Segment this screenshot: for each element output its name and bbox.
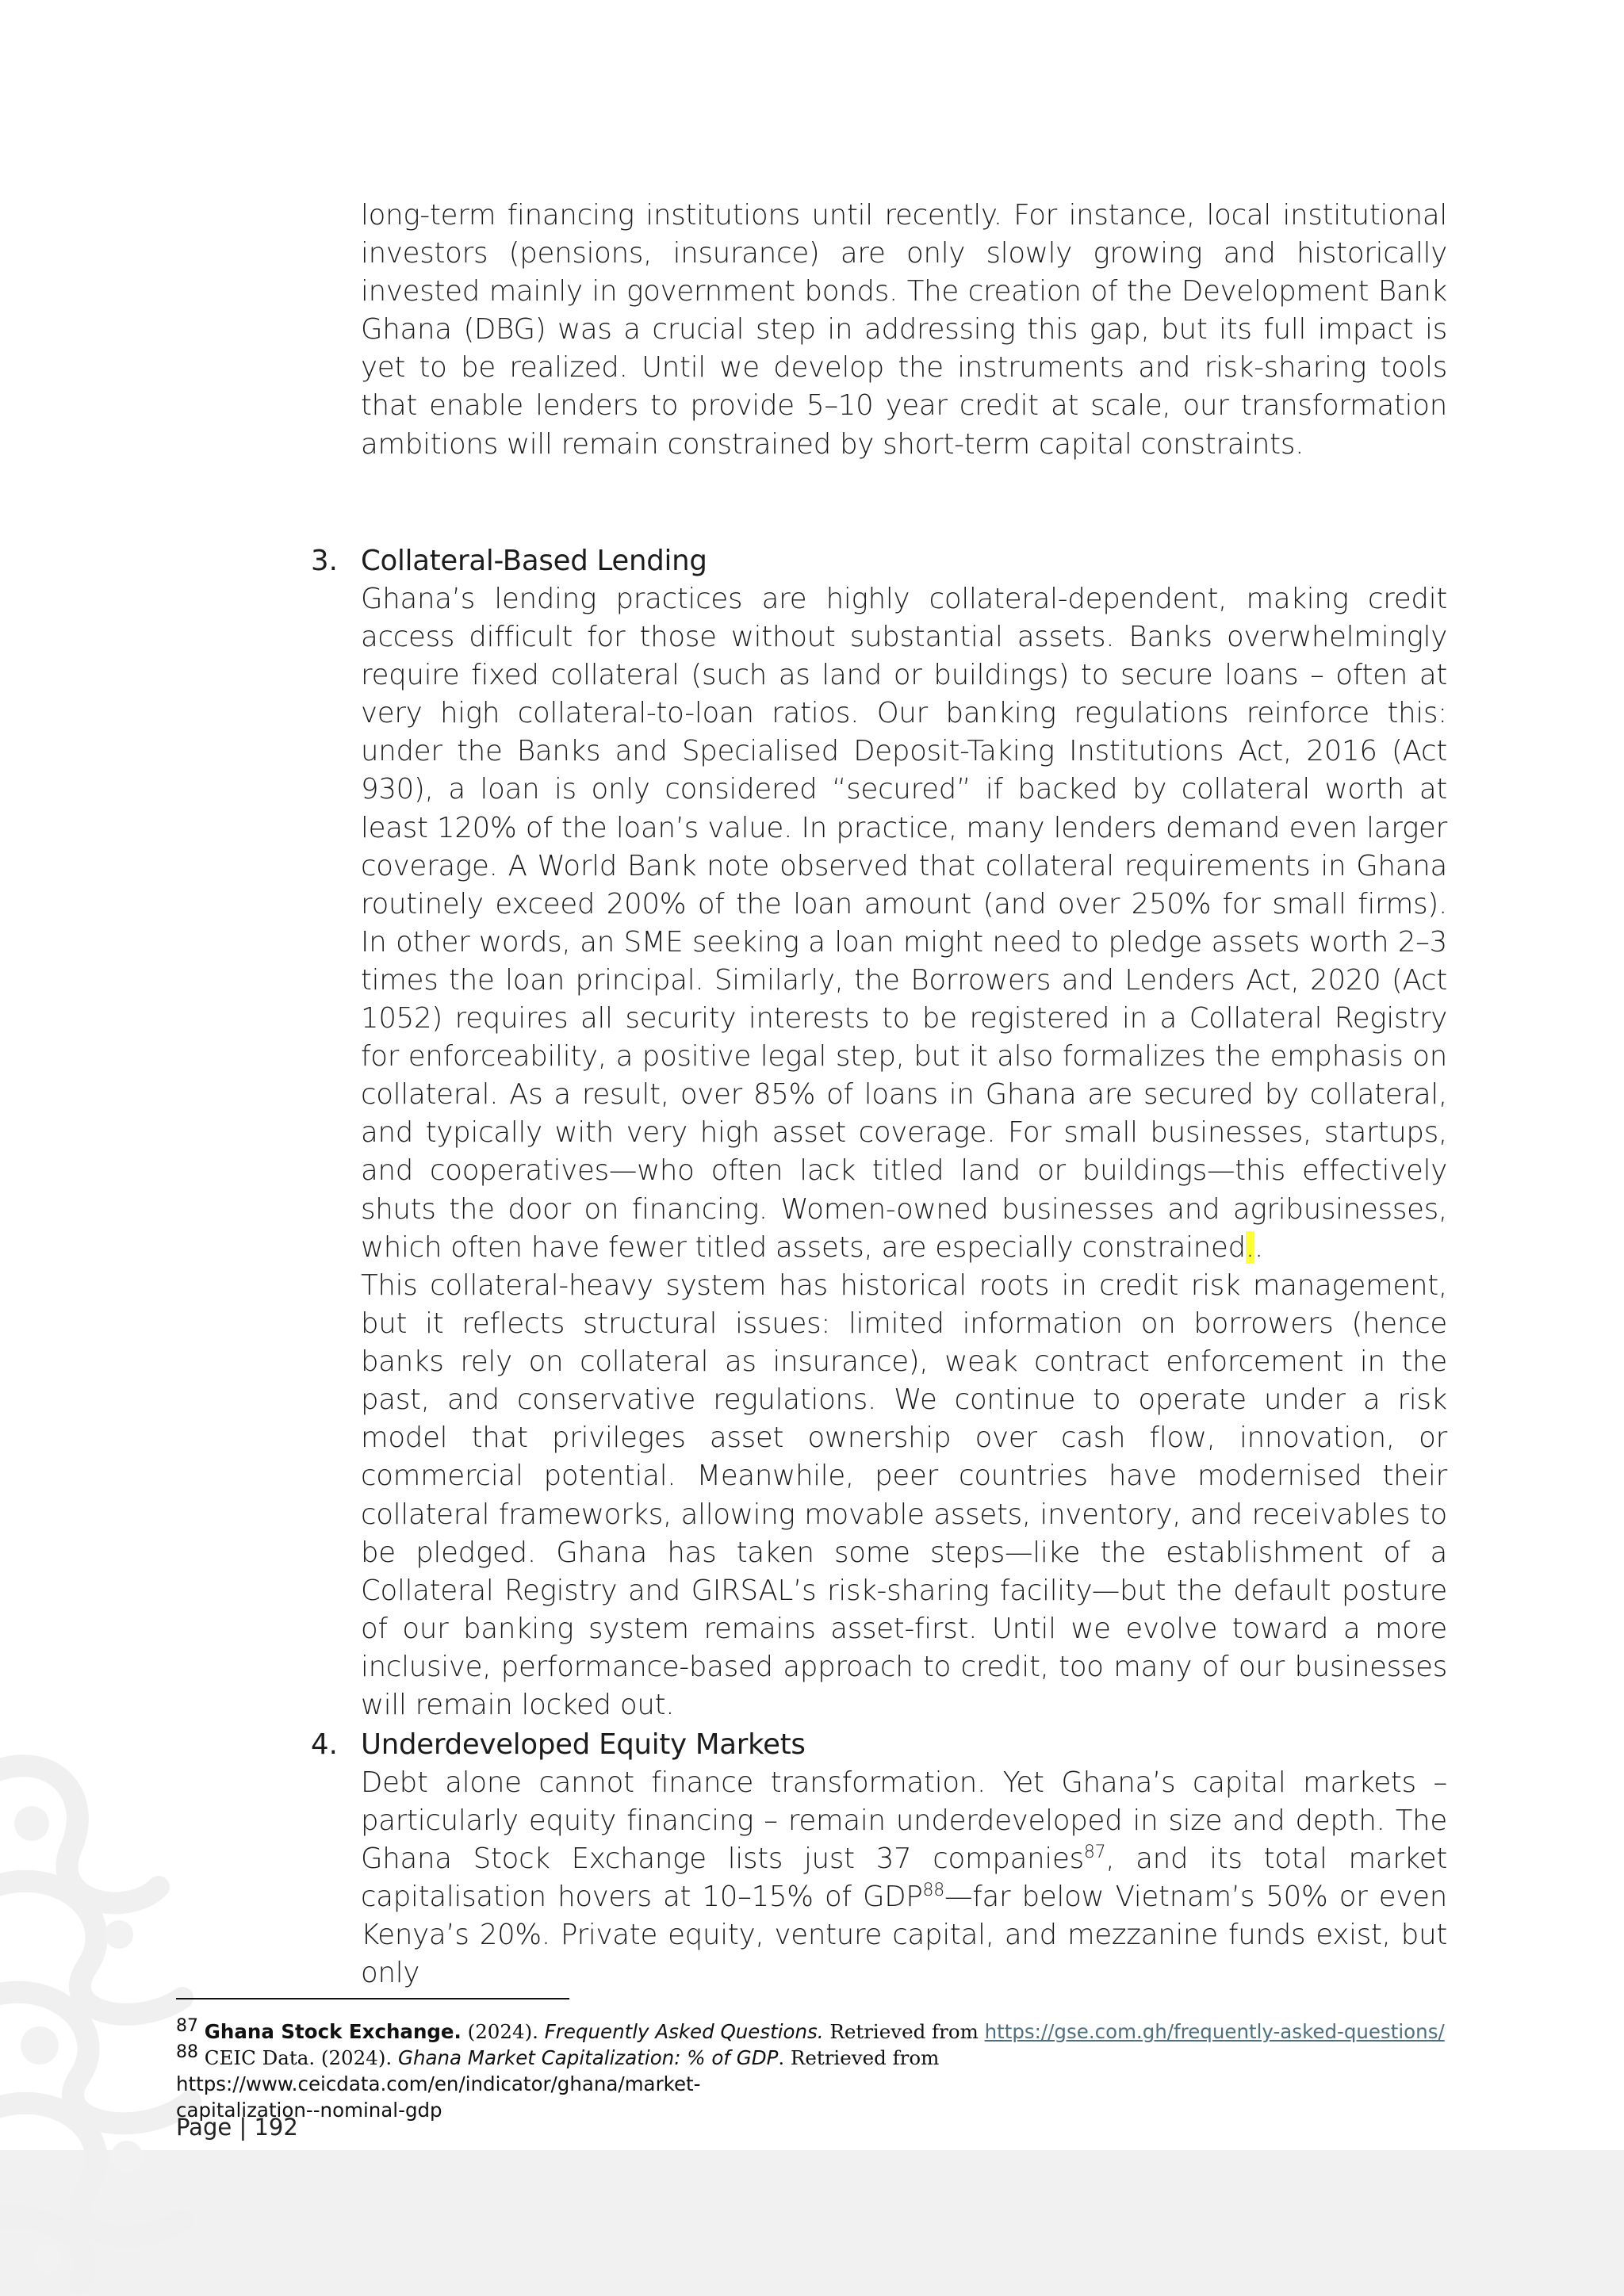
footnote-87 bbox=[176, 2015, 1453, 2045]
footnote-87-retrieved: Retrieved from bbox=[823, 2020, 985, 2043]
footnote-88-title: Ghana Market Capitalization: % of GDP bbox=[397, 2046, 779, 2069]
section-3-number: 3. bbox=[311, 545, 338, 577]
highlighted-period: . bbox=[1245, 1230, 1254, 1264]
section-4-text-b: , and its total market capitalisation hovers at 10–15% of GDP bbox=[361, 1843, 1447, 1914]
footnote-ref-88[interactable]: 88 bbox=[922, 1881, 944, 1901]
section-4-heading: Underdeveloped Equity Markets bbox=[361, 1728, 806, 1761]
footnote-87-year: (2024). bbox=[461, 2020, 545, 2043]
section-3-paragraph-1-end: . bbox=[1254, 1230, 1264, 1264]
section-3-heading: Collateral-Based Lending bbox=[361, 545, 707, 577]
footnote-88-retrieved: . Retrieved from bbox=[778, 2046, 940, 2069]
footnote-87-title: Frequently Asked Questions. bbox=[544, 2020, 824, 2043]
section-3-paragraph-1-text: Ghana’s lending practices are highly collateral-dependent, making credit access difficult for those without substantial assets. Banks overwhelmingly require fixed collateral (such as land or buildings) to secure loans – often at very high collateral-to-loan ratios. Our banking regulations reinforce this: under the Banks and Specialised Deposit-Taking Institutions Act, 2016 (Act 930), a loan is only considered “secured” if backed by collateral worth at least 120% of the loan’s value. In practice, many lenders demand even larger coverage. A World Bank note observed that collateral requirements in Ghana routinely exceed 200% of the loan amount (and over 250% for small firms). In other words, an SME seeking a loan might need to pledge assets worth 2–3 times the loan principal. Similarly, the Borrowers and Lenders Act, 2020 (Act 1052) requires all security interests to be registered in a Collateral Registry for enforceability, a positive legal step, but it also formalizes the emphasis on collateral. As a result, over 85% of loans in Ghana are secured by collateral, and typically with very high asset coverage. For small businesses, startups, and cooperatives—who often lack titled land or buildings—this effectively shuts the door on financing. Women-owned businesses and agribusinesses, which often have fewer titled assets, are especially constrained bbox=[361, 583, 1447, 1264]
footnote-88-url-part-1[interactable]: https://www.ceicdata.com/en/indicator/ghana/market- bbox=[176, 2072, 701, 2095]
footnote-88 bbox=[176, 2042, 1453, 2123]
footnote-88-url-part-2[interactable]: capitalization--nominal-gdp bbox=[176, 2099, 442, 2122]
footnote-87-author: Ghana Stock Exchange. bbox=[204, 2020, 462, 2043]
page-number bbox=[176, 2113, 298, 2141]
footnote-divider bbox=[176, 1998, 569, 1999]
page-number-value: 192 bbox=[254, 2114, 298, 2141]
section-3-paragraph-2: This collateral-heavy system has historical roots in credit risk management, but it reflects structural issues: limited information on borrowers (hence banks rely on collateral as insurance), weak contract enforcement in the past, and conservative regulations. We continue to operate under a risk model that privileges asset ownership over cash flow, innovation, or commercial potential. Meanwhile, peer countries have modernised their collateral frameworks, allowing movable assets, inventory, and receivables to be pledged. Ghana has taken some steps—like the establishment of a Collateral Registry and GIRSAL’s risk-sharing facility—but the default posture of our banking system remains asset-first. Until we evolve toward a more inclusive, performance-based approach to credit, too many of our businesses will remain locked out. bbox=[361, 1269, 1447, 1722]
intro-paragraph: long-term financing institutions until recently. For instance, local institutional investors (pensions, insurance) are only slowly growing and historically invested mainly in government bonds. The creation of the Development Bank Ghana (DBG) was a crucial step in addressing this gap, but its full impact is yet to be realized. Until we develop the instruments and risk-sharing tools that enable lenders to provide 5–10 year credit at scale, our transformation ambitions will remain constrained by short-term capital constraints. bbox=[361, 199, 1447, 461]
page-label: Page bbox=[176, 2114, 232, 2141]
section-4-text-a: Debt alone cannot finance transformation. Yet Ghana’s capital markets – particularly equity financing – remain underdeveloped in size and depth. The Ghana Stock Exchange lists just 37 companies bbox=[361, 1766, 1447, 1876]
section-3-paragraph-1 bbox=[361, 580, 1447, 1267]
footnote-88-author: CEIC Data. (2024). bbox=[198, 2046, 398, 2069]
section-4-paragraph bbox=[361, 1764, 1447, 1993]
page-separator: | bbox=[239, 2114, 247, 2141]
footnote-ref-87[interactable]: 87 bbox=[1083, 1843, 1106, 1863]
footnote-88-marker: 88 bbox=[176, 2042, 198, 2062]
section-4-text-c: —far below Vietnam’s 50% or even Kenya’s 20%. Private equity, venture capital, and mezzanine funds exist, but only bbox=[361, 1881, 1447, 1990]
decorative-pattern-watermark bbox=[0, 1728, 262, 2296]
footnote-87-link[interactable]: https://gse.com.gh/frequently-asked-questions/ bbox=[984, 2020, 1445, 2043]
footnote-87-marker: 87 bbox=[176, 2015, 198, 2036]
section-4-number: 4. bbox=[311, 1728, 338, 1761]
